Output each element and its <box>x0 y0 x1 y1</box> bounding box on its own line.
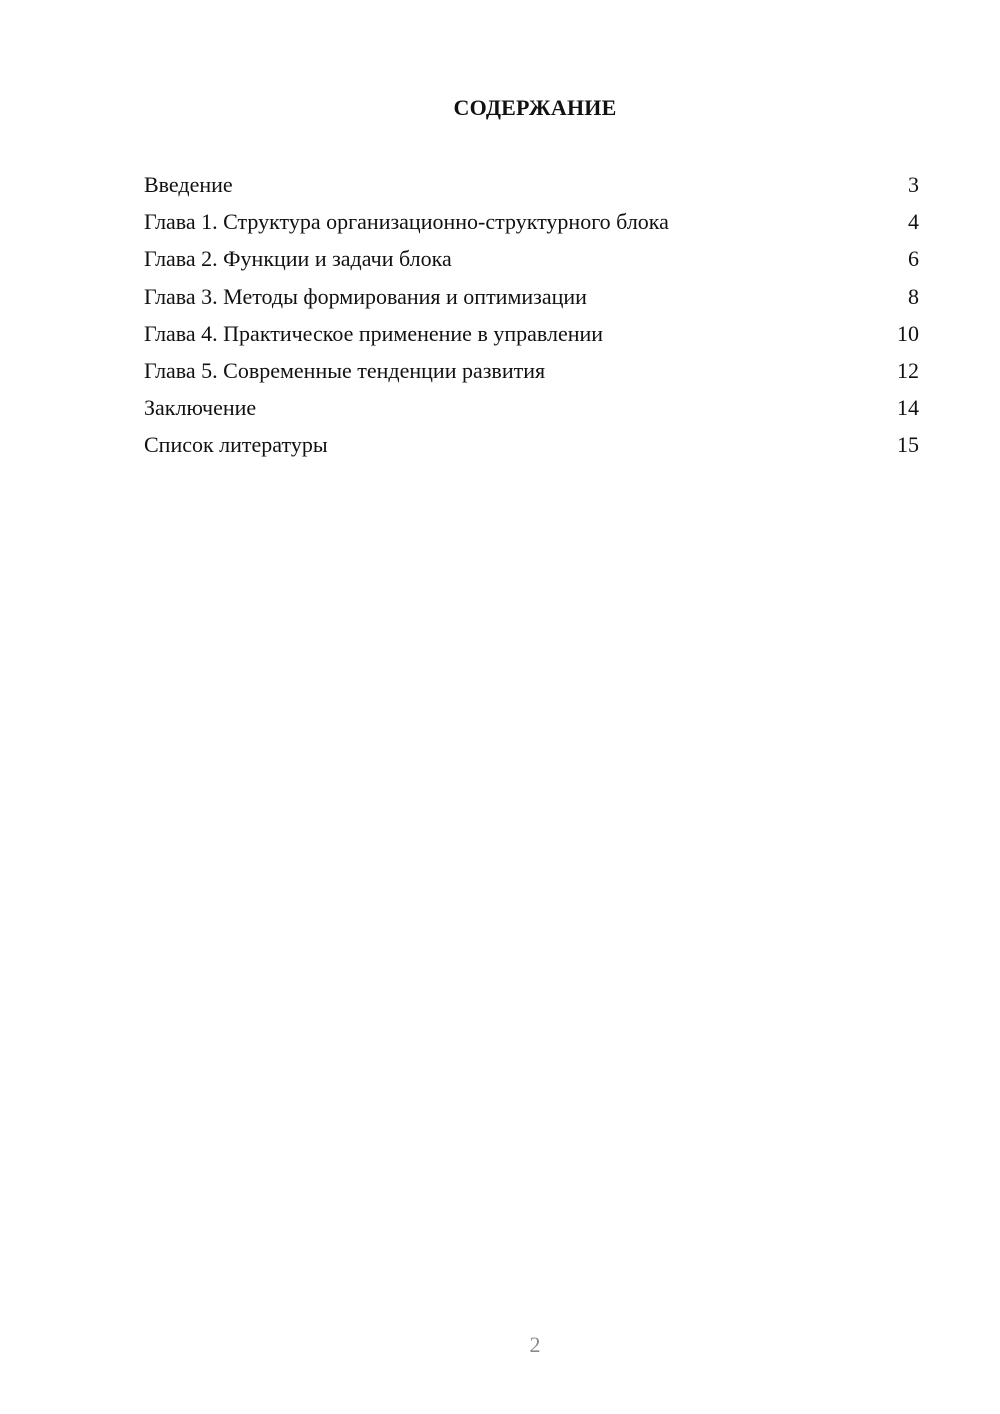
toc-entry-page: 6 <box>908 246 919 272</box>
toc-entry <box>144 356 919 393</box>
table-of-contents <box>144 170 919 468</box>
toc-entry <box>144 430 919 467</box>
toc-entry-label: Глава 1. Структура организационно-структурного блока <box>144 209 669 235</box>
toc-entry <box>144 393 919 430</box>
page-title: СОДЕРЖАНИЕ <box>453 95 617 120</box>
toc-entry-page: 10 <box>897 320 919 346</box>
toc-entry-page: 14 <box>897 395 919 421</box>
toc-entry-page: 12 <box>897 357 919 383</box>
toc-entry <box>144 170 919 207</box>
toc-entry <box>144 244 919 281</box>
toc-entry-label: Глава 4. Практическое применение в управлении <box>144 320 604 346</box>
toc-entry-label: Глава 2. Функции и задачи блока <box>144 246 452 272</box>
toc-entry-page: 3 <box>908 172 919 197</box>
toc-entry-label: Заключение <box>144 395 257 421</box>
toc-entry-page: 15 <box>897 432 919 458</box>
toc-entry <box>144 319 919 356</box>
toc-entry-label: Глава 3. Методы формирования и оптимизации <box>144 283 587 309</box>
toc-entry <box>144 207 919 244</box>
toc-entry-label: Введение <box>144 172 233 197</box>
toc-entry <box>144 282 919 319</box>
toc-entry-label: Список литературы <box>144 432 328 458</box>
toc-entry-label: Глава 5. Современные тенденции развития <box>144 357 546 383</box>
page-number: 2 <box>529 1332 541 1357</box>
toc-entry-page: 4 <box>908 209 919 235</box>
toc-entry-page: 8 <box>908 283 919 309</box>
